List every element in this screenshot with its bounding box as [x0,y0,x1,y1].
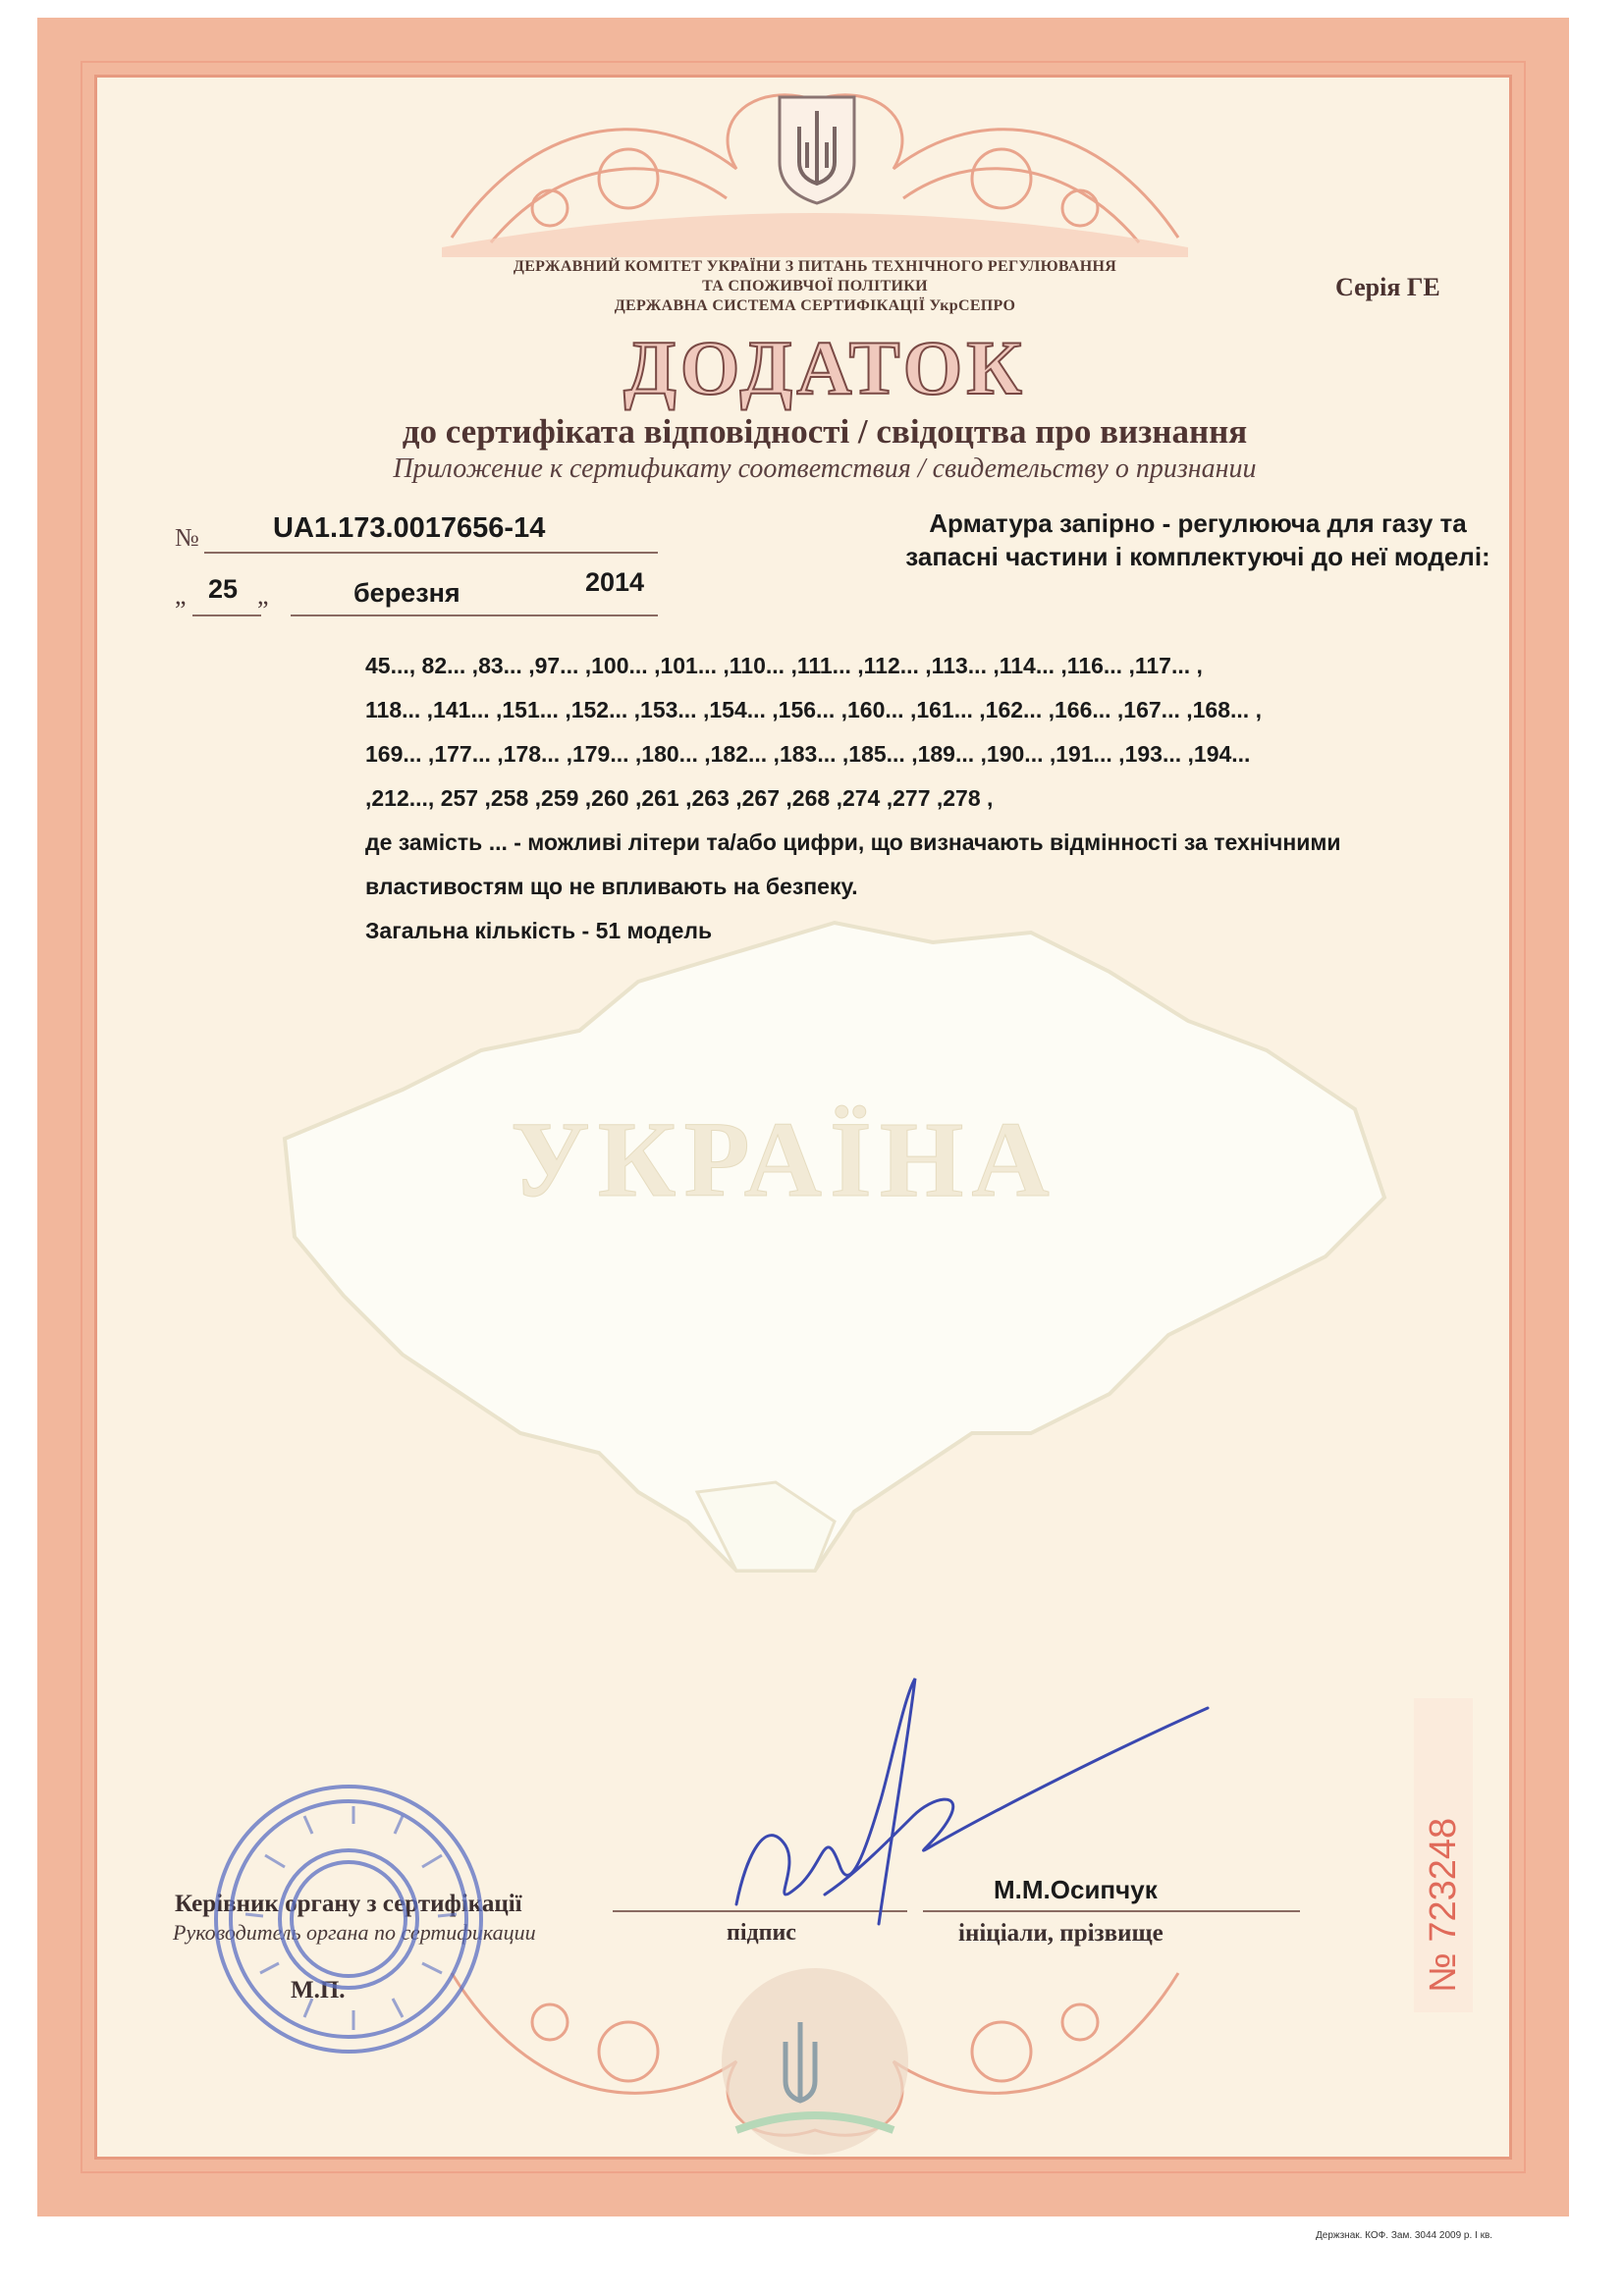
signatory-name: М.М.Осипчук [994,1875,1158,1904]
head-of-body-label: Керівник органу з сертифікації [175,1891,522,1917]
note-line-2: властивостям що не впливають на безпеку. [365,874,858,899]
handwritten-signature [707,1659,1218,1944]
date-day: 25 [208,574,239,604]
date-quote-open: „ [175,581,187,610]
authority-line-1: ДЕРЖАВНИЙ КОМІТЕТ УКРАЇНИ З ПИТАНЬ ТЕХНІЧНОГО РЕГУЛЮВАННЯ [513,258,1117,275]
models-line-1: 45..., 82... ,83... ,97... ,100... ,101... ,110... ,111... ,112... ,113... ,114... ,116... ,117... , [365,653,1203,678]
models-line-2: 118... ,141... ,151... ,152... ,153... ,154... ,156... ,160... ,161... ,162... ,166... ,167... ,168... , [365,697,1262,722]
issuing-authority [295,257,1335,316]
total-models: Загальна кількість - 51 модель [365,918,713,943]
models-list [365,644,1485,953]
date-quote-close: „ [257,581,269,610]
stamp-place-label: М.П. [291,1977,346,2003]
watermark-text: УКРАЇНА [511,1099,1057,1219]
certificate-number: UA1.173.0017656-14 [273,512,546,544]
serial-number-text: № 723248 [1423,1817,1464,1993]
date-year: 2014 [585,567,645,597]
day-underline [192,614,261,616]
name-caption: ініціали, прізвище [958,1920,1164,1947]
number-underline [204,552,658,554]
head-of-body-label-ru: Руководитель органа по сертификации [173,1920,536,1945]
trident-coat-of-arms [776,93,858,206]
ukraine-map-watermark [226,883,1424,1669]
product-description [864,507,1532,573]
product-line-1: Арматура запірно - регулююча для газу та [929,508,1467,538]
blank-serial-number [1414,1698,1473,2012]
official-round-stamp [206,1777,491,2061]
month-underline [291,614,658,616]
product-line-2: запасні частини і комплектуючі до неї моделі: [905,542,1490,571]
number-sign: № [175,523,199,552]
bottom-ornament [412,1953,1218,2179]
date-month: березня [353,578,460,608]
document-subtitle-ru: Приложение к сертификату соответствия / свидетельству о признании [393,454,1257,484]
models-line-3: 169... ,177... ,178... ,179... ,180... ,182... ,183... ,185... ,189... ,190... ,191... ,193... ,194... [365,741,1251,767]
document-subtitle: до сертифіката відповідності / свідоцтва про визнання [402,412,1248,451]
series-label: Серія ГЕ [1335,273,1440,301]
printer-footer: Держзнак. КОФ. Зам. 3044 2009 р. І кв. [1316,2230,1493,2241]
signature-caption: підпис [727,1920,796,1946]
models-line-4: ,212..., 257 ,258 ,259 ,260 ,261 ,263 ,267 ,268 ,274 ,277 ,278 , [365,785,994,811]
authority-line-3: ДЕРЖАВНА СИСТЕМА СЕРТИФІКАЦІЇ УкрСЕПРО [614,297,1016,314]
document-title: ДОДАТОК [623,325,1026,410]
authority-line-2: ТА СПОЖИВЧОЇ ПОЛІТИКИ [702,278,928,294]
note-line-1: де замість ... - можливі літери та/або цифри, що визначають відмінності за технічними [365,829,1341,855]
